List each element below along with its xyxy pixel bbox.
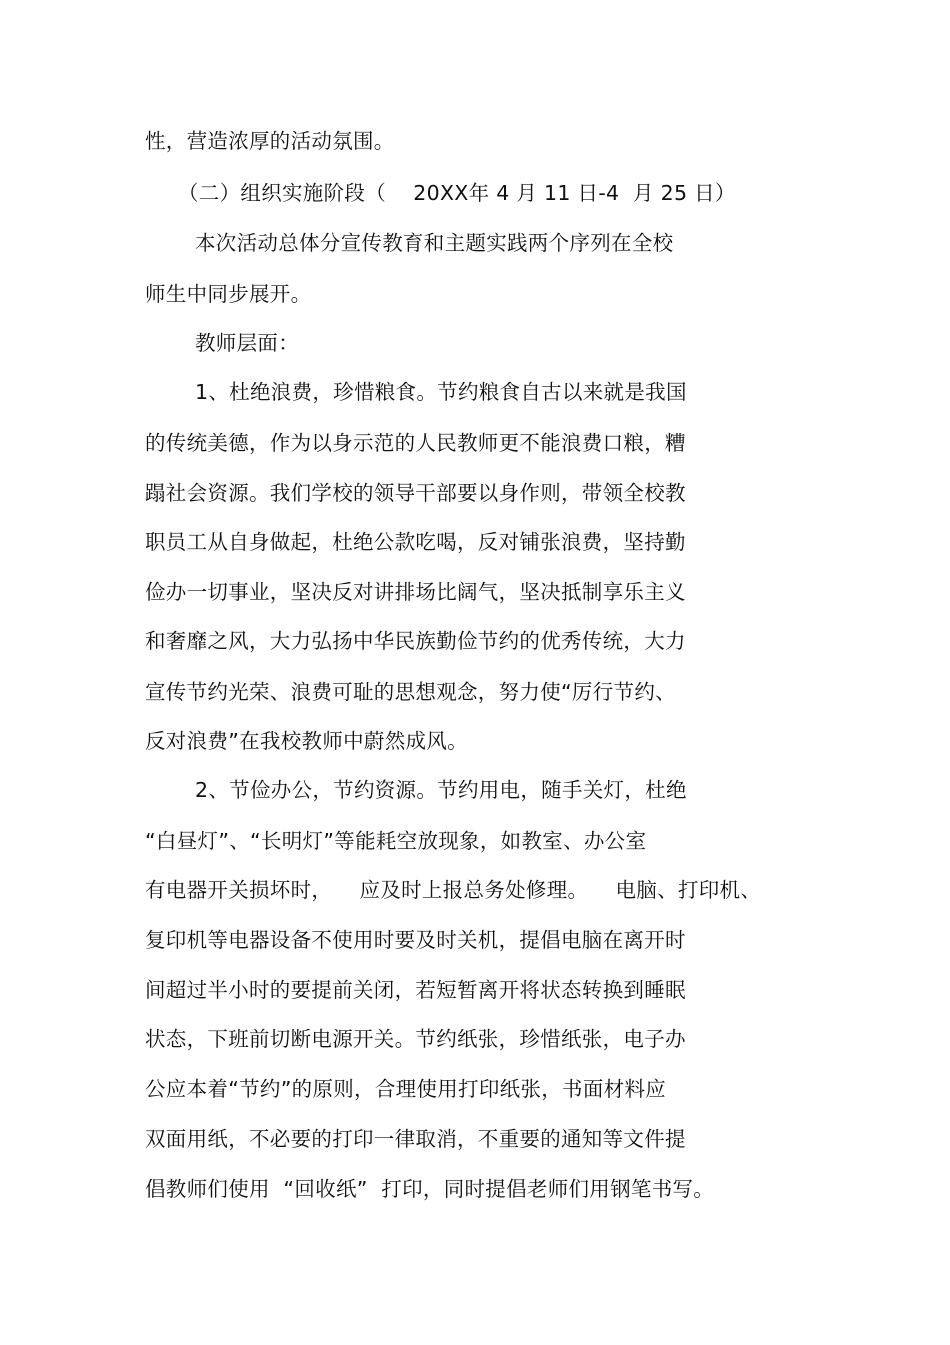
text-line: 的传统美德，作为以身示范的人民教师更不能浪费口粮，糟	[145, 431, 686, 455]
text-line: 反对浪费”在我校教师中蔚然成风。	[145, 729, 468, 753]
text-line: 倡教师们使用 “回收纸” 打印，同时提倡老师们用钢笔书写。	[145, 1177, 715, 1201]
text-line: 宣传节约光荣、浪费可耻的思想观念，努力使“厉行节约、	[145, 680, 676, 704]
text-line: 性，营造浓厚的活动氛围。	[145, 129, 395, 153]
text-line: 职员工从自身做起，杜绝公款吃喝，反对铺张浪费，坚持勤	[145, 530, 686, 554]
text-line: 间超过半小时的要提前关闭，若短暂离开将状态转换到睡眠	[145, 978, 686, 1002]
subheading: 教师层面：	[195, 331, 299, 355]
text-line: 本次活动总体分宣传教育和主题实践两个序列在全校	[195, 231, 674, 255]
text-line: 有电器开关损坏时， 应及时上报总务处修理。 电脑、打印机、	[145, 878, 762, 902]
text-line: 2、节俭办公，节约资源。节约用电，随手关灯，杜绝	[195, 778, 687, 802]
text-line: 双面用纸，不必要的打印一律取消，不重要的通知等文件提	[145, 1127, 686, 1151]
text-line: 状态，下班前切断电源开关。节约纸张，珍惜纸张，电子办	[145, 1027, 686, 1051]
section-heading: （二）组织实施阶段（ 20XX年 4 月 11 日-4 月 25 日）	[178, 181, 736, 205]
text-line: 和奢靡之风，大力弘扬中华民族勤俭节约的优秀传统，大力	[145, 629, 686, 653]
text-line: 俭办一切事业，坚决反对讲排场比阔气，坚决抵制享乐主义	[145, 580, 686, 604]
text-line: 蹋社会资源。我们学校的领导干部要以身作则，带领全校教	[145, 481, 686, 505]
text-line: 公应本着“节约”的原则，合理使用打印纸张，书面材料应	[145, 1077, 667, 1101]
text-line: “白昼灯”、“长明灯”等能耗空放现象，如教室、办公室	[145, 829, 647, 853]
text-line: 1、杜绝浪费，珍惜粮食。节约粮食自古以来就是我国	[195, 380, 687, 404]
text-line: 师生中同步展开。	[145, 282, 312, 306]
text-line: 复印机等电器设备不使用时要及时关机，提倡电脑在离开时	[145, 928, 686, 952]
